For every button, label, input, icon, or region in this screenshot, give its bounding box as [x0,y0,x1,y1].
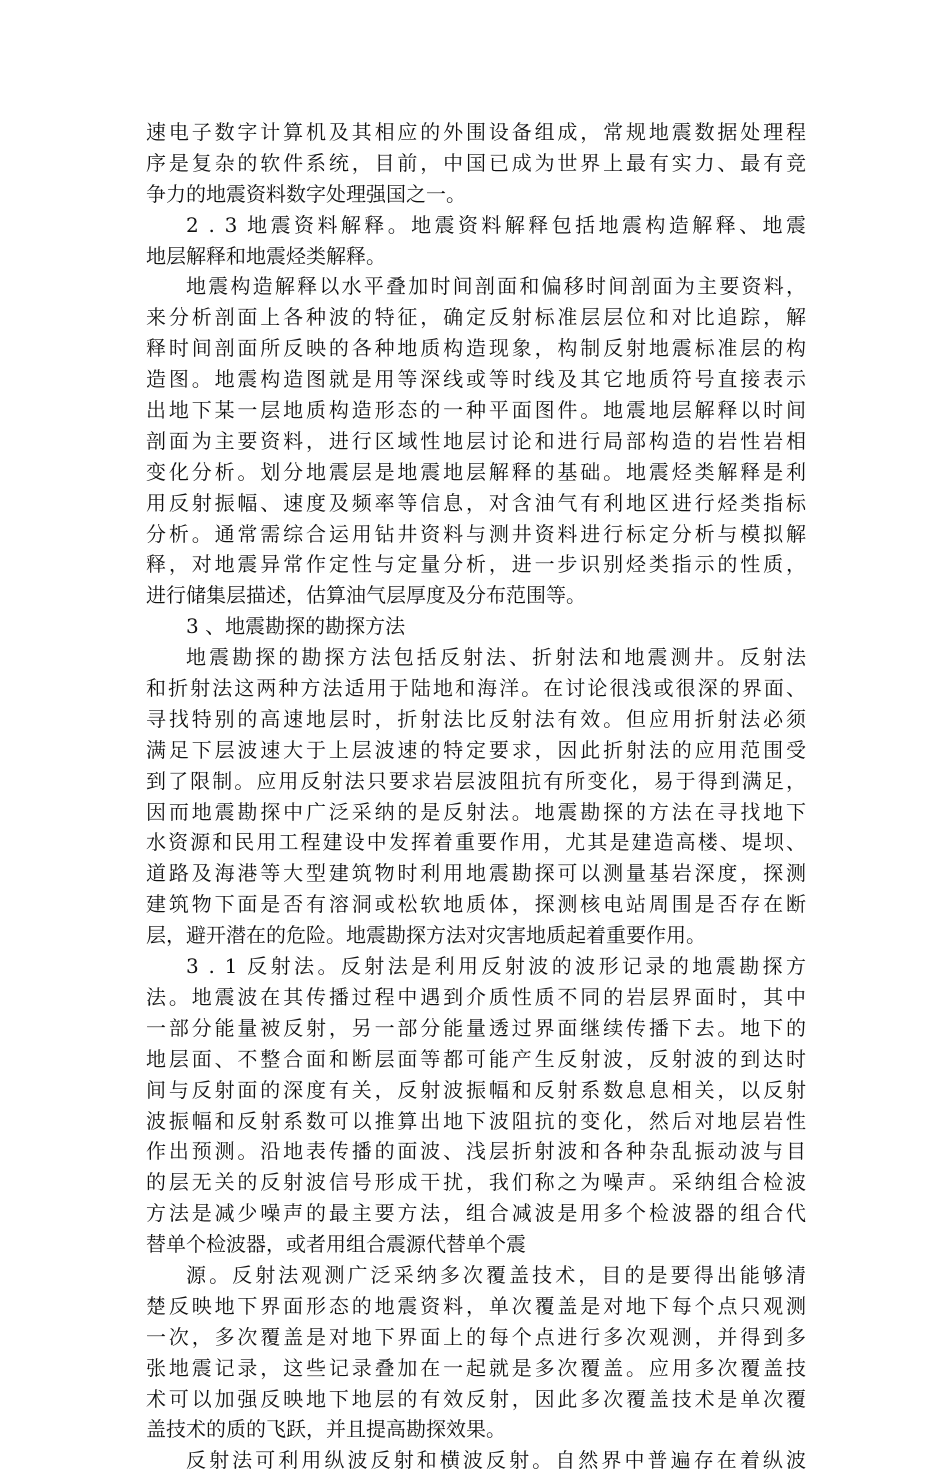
text-line: 争力的地震资料数字处理强国之一。 [146,181,466,206]
text-line: 道路及海港等大型建筑物时利用地震勘探可以测量基岩深度，探测 [146,861,806,886]
text-line: 一次，多次覆盖是对地下界面上的每个点进行多次观测，并得到多 [146,1324,806,1349]
text-line: 因而地震勘探中广泛采纳的是反射法。地震勘探的方法在寻找地下 [146,799,806,824]
text-line: 分析。通常需综合运用钻井资料与测井资料进行标定分析与模拟解 [146,521,806,546]
text-line: 方法是减少噪声的最主要方法，组合减波是用多个检波器的组合代 [146,1201,806,1226]
text-line: 满足下层波速大于上层波速的特定要求，因此折射法的应用范围受 [146,737,806,762]
text-line: 建筑物下面是否有溶洞或松软地质体，探测核电站周围是否存在断 [146,892,806,917]
text-line: 替单个检波器，或者用组合震源代替单个震 [146,1232,526,1257]
text-line: 进行储集层描述，估算油气层厚度及分布范围等。 [146,583,586,608]
text-line: 到了限制。应用反射法只要求岩层波阻抗有所变化，易于得到满足， [146,768,806,793]
text-line: 水资源和民用工程建设中发挥着重要作用，尤其是建造高楼、堤坝、 [146,830,806,855]
text-line: 变化分析。划分地震层是地震地层解释的基础。地震烃类解释是利 [146,459,806,484]
text-line: 用反射振幅、速度及频率等信息，对含油气有利地区进行烃类指标 [146,490,806,515]
text-line: 层，避开潜在的危险。地震勘探方法对灾害地质起着重要作用。 [146,923,706,948]
text-line: 造图。地震构造图就是用等深线或等时线及其它地质符号直接表示 [146,367,806,392]
text-line: 3 . 1 反射法。反射法是利用反射波的波形记录的地震勘探方 [186,954,806,979]
text-line: 源。反射法观测广泛采纳多次覆盖技术，目的是要得出能够清 [186,1262,806,1287]
text-line: 释，对地震异常作定性与定量分析，进一步识别烃类指示的性质， [146,552,806,577]
text-line: 法。地震波在其传播过程中遇到介质性质不同的岩层界面时，其中 [146,984,806,1009]
text-line: 来分析剖面上各种波的特征，确定反射标准层层位和对比追踪，解 [146,305,806,330]
text-line: 作出预测。沿地表传播的面波、浅层折射波和各种杂乱振动波与目 [146,1139,806,1164]
text-line: 地震勘探的勘探方法包括反射法、折射法和地震测井。反射法 [186,645,806,670]
text-line: 地层面、不整合面和断层面等都可能产生反射波，反射波的到达时 [146,1046,806,1071]
text-line: 剖面为主要资料，进行区域性地层讨论和进行局部构造的岩性岩相 [146,428,806,453]
text-line: 张地震记录，这些记录叠加在一起就是多次覆盖。应用多次覆盖技 [146,1355,806,1380]
text-line: 速电子数字计算机及其相应的外围设备组成，常规地震数据处理程 [146,120,806,144]
text-line: 波振幅和反射系数可以推算出地下波阻抗的变化，然后对地层岩性 [146,1108,806,1133]
text-line: 的层无关的反射波信号形成干扰，我们称之为噪声。采纳组合检波 [146,1170,806,1195]
text-line: 楚反映地下界面形态的地震资料，单次覆盖是对地下每个点只观测 [146,1293,806,1318]
text-line: 3 、地震勘探的勘探方法 [186,614,406,639]
text-line: 和折射法这两种方法适用于陆地和海洋。在讨论很浅或很深的界面、 [146,676,806,701]
document-body [146,117,806,1476]
text-line: 地震构造解释以水平叠加时间剖面和偏移时间剖面为主要资料， [186,274,806,299]
text-line: 盖技术的质的飞跃，并且提高勘探效果。 [146,1417,506,1442]
text-line: 一部分能量被反射，另一部分能量透过界面继续传播下去。地下的 [146,1015,806,1040]
text-line: 释时间剖面所反映的各种地质构造现象，构制反射地震标准层的构 [146,336,806,361]
text-line: 序是复杂的软件系统，目前，中国已成为世界上最有实力、最有竞 [146,150,806,175]
text-line: 寻找特别的高速地层时，折射法比反射法有效。但应用折射法必须 [146,706,806,731]
text-line: 间与反射面的深度有关，反射波振幅和反射系数息息相关，以反射 [146,1077,806,1102]
text-line: 反射法可利用纵波反射和横波反射。自然界中普遍存在着纵波 [186,1448,806,1473]
text-line: 出地下某一层地质构造形态的一种平面图件。地震地层解释以时间 [146,398,806,423]
text-line: 地层解释和地震烃类解释。 [146,243,386,268]
text-line: 2 . 3 地震资料解释。地震资料解释包括地震构造解释、地震 [186,212,806,237]
text-line: 术可以加强反映地下地层的有效反射，因此多次覆盖技术是单次覆 [146,1386,806,1411]
